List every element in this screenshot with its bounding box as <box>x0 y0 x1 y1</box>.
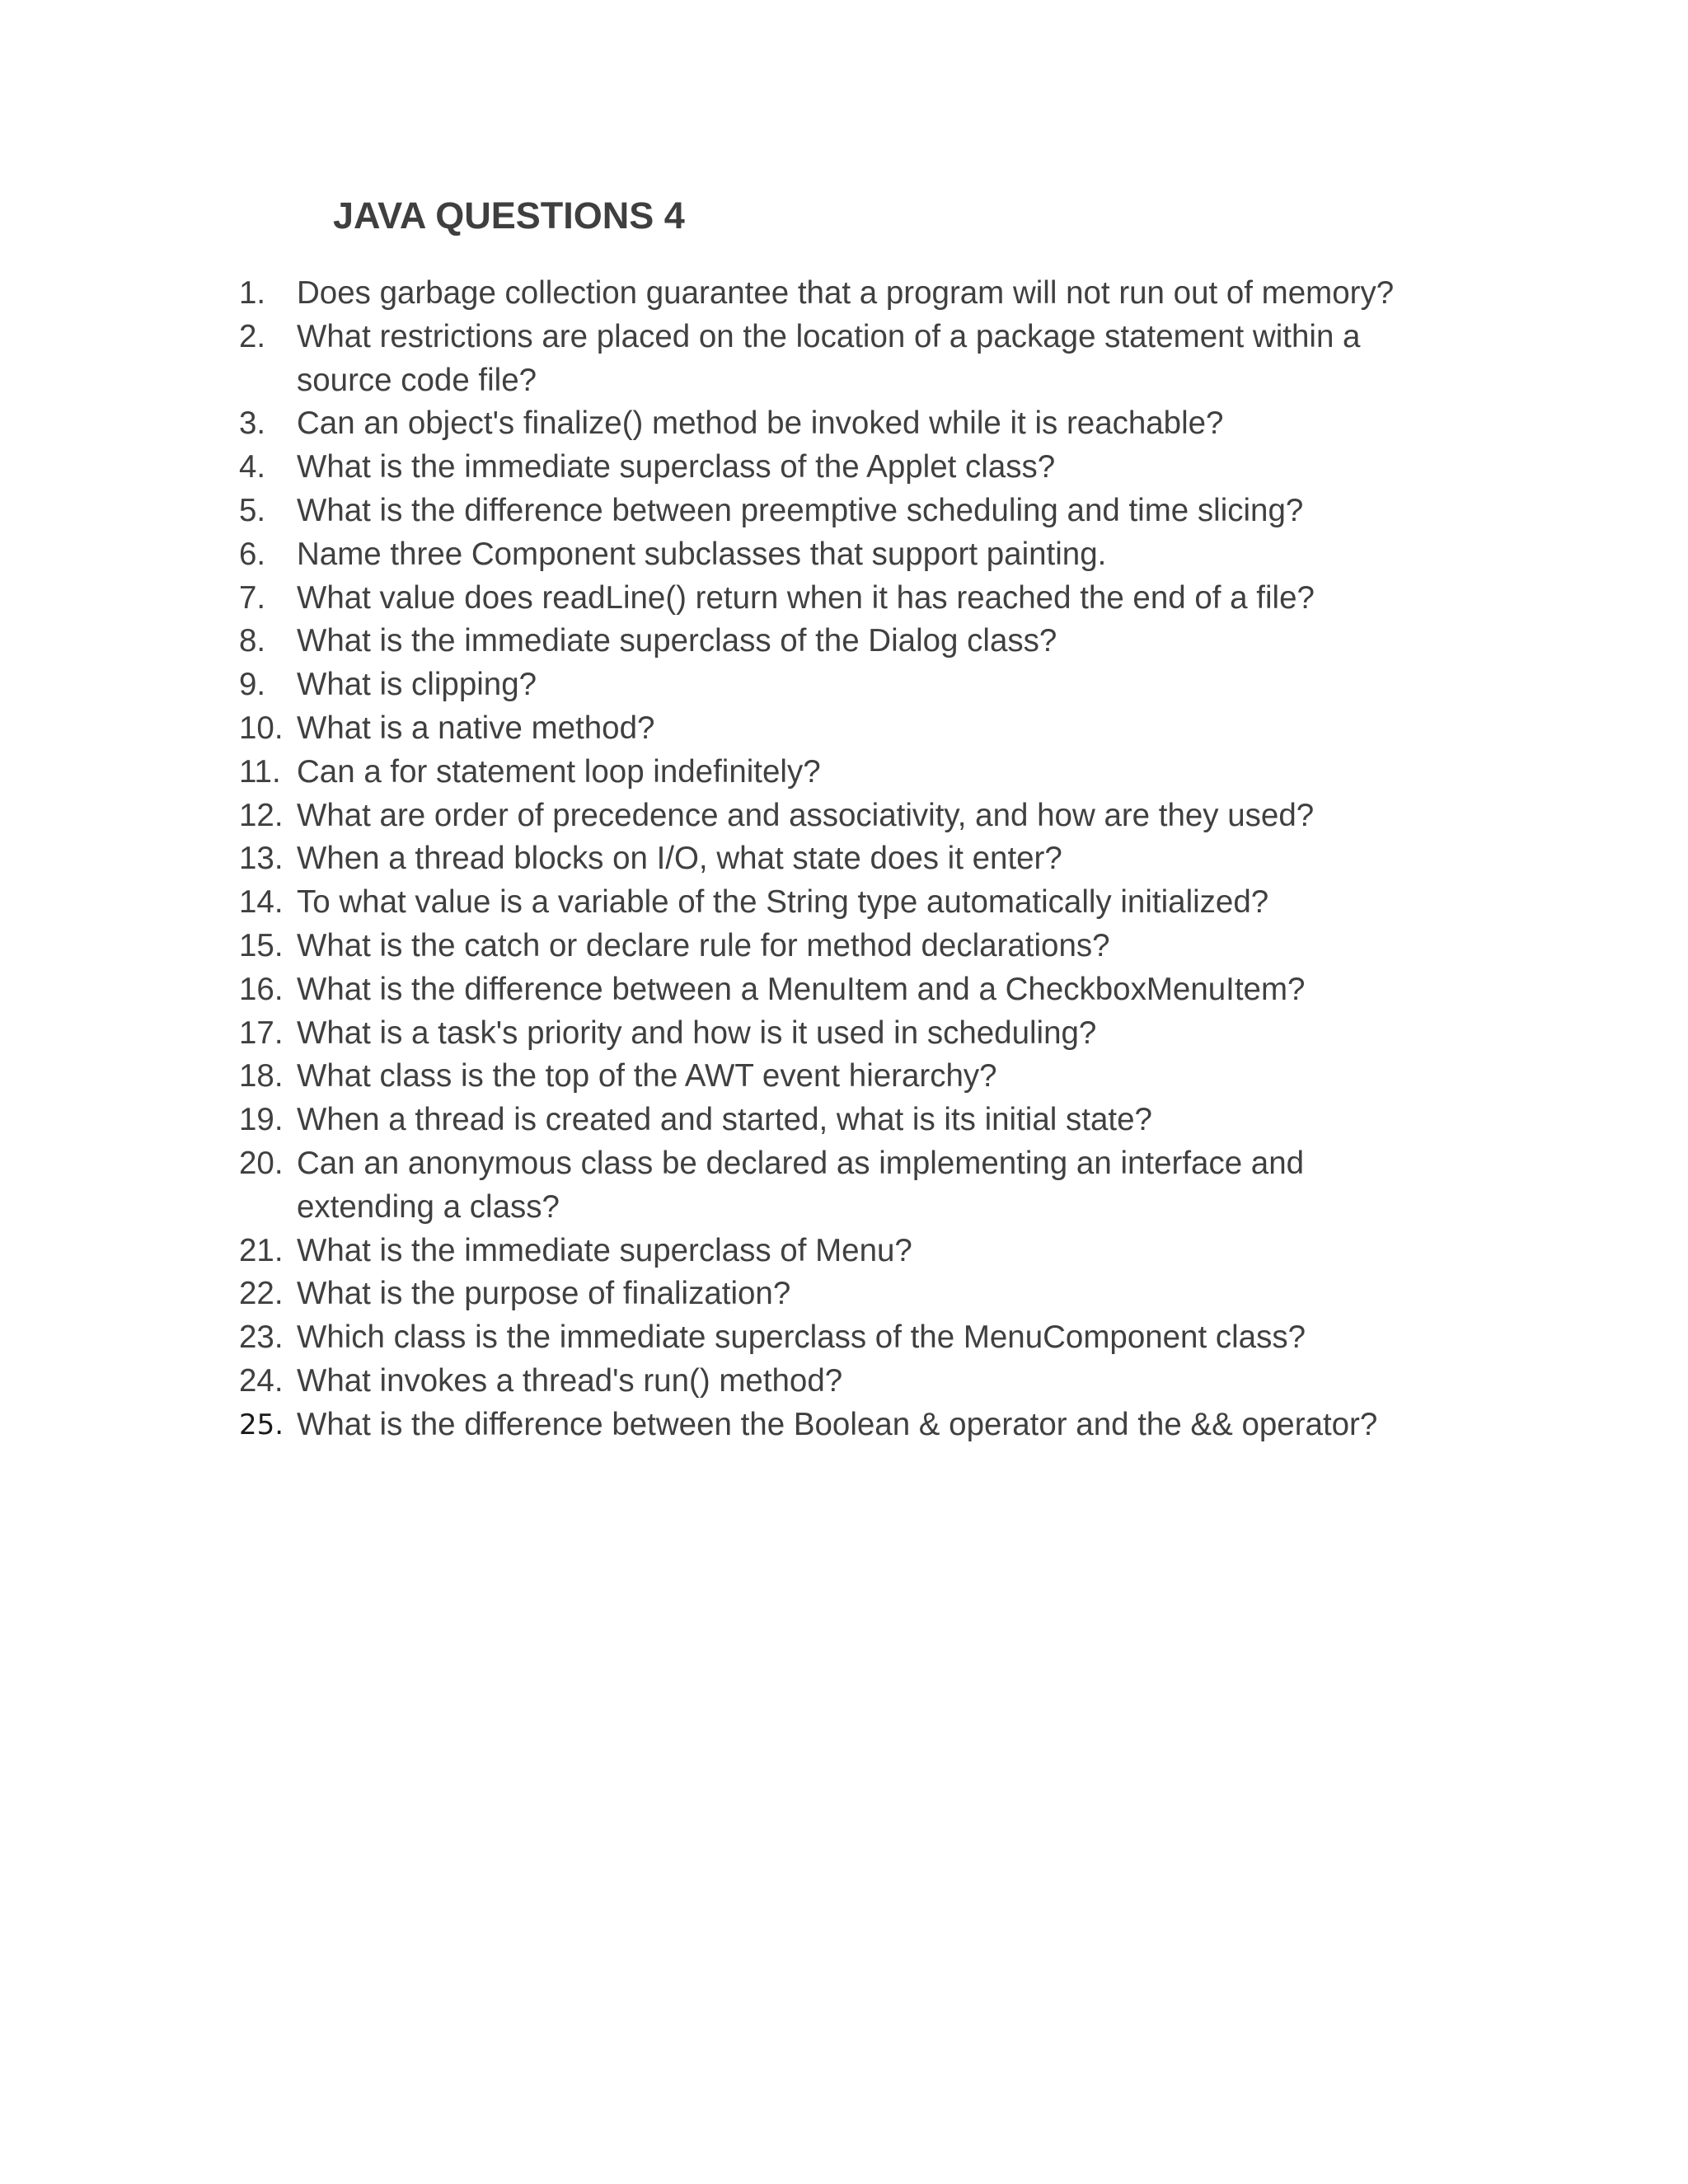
question-number: 19. <box>239 1102 284 1138</box>
question-text: What invokes a thread's run() method? <box>297 1362 843 1399</box>
question-item-21 <box>239 1230 1459 1273</box>
question-item-5 <box>239 490 1459 533</box>
question-item-10 <box>239 707 1459 751</box>
question-text: What is the difference between the Boolean & operator and the && operator? <box>297 1406 1378 1442</box>
question-item-13 <box>239 837 1459 881</box>
question-item-11 <box>239 751 1459 794</box>
question-text: What is clipping? <box>297 667 537 703</box>
question-item-17 <box>239 1012 1459 1056</box>
question-item-22 <box>239 1272 1459 1316</box>
question-number: 17. <box>239 1015 284 1051</box>
question-number: 6. <box>239 536 266 572</box>
question-item-14 <box>239 881 1459 925</box>
question-number: 3. <box>239 405 266 442</box>
question-number: 5. <box>239 492 266 528</box>
question-text: To what value is a variable of the String type automatically initialized? <box>297 884 1269 921</box>
question-text: What value does readLine() return when it has reached the end of a file? <box>297 579 1315 616</box>
question-text: What is a native method? <box>297 710 655 746</box>
question-number: 11. <box>239 753 281 790</box>
question-text: Which class is the immediate superclass of the MenuComponent class? <box>297 1319 1306 1356</box>
question-item-3 <box>239 402 1459 446</box>
question-item-6 <box>239 533 1459 577</box>
question-text: When a thread is created and started, what is its initial state? <box>297 1102 1152 1138</box>
question-number: 4. <box>239 449 266 485</box>
question-item-20 <box>239 1142 1459 1230</box>
question-number: 8. <box>239 623 266 659</box>
question-text: What restrictions are placed on the location of a package statement within a source code file? <box>297 318 1361 398</box>
question-item-8 <box>239 620 1459 663</box>
question-number: 10. <box>239 710 284 746</box>
question-item-19 <box>239 1099 1459 1142</box>
question-number: 9. <box>239 667 266 703</box>
question-text: Name three Component subclasses that support painting. <box>297 536 1107 572</box>
question-item-16 <box>239 968 1459 1012</box>
question-number: 12. <box>239 797 284 833</box>
question-number: 7. <box>239 579 266 616</box>
question-number: 22. <box>239 1276 284 1312</box>
question-number: 20. <box>239 1145 284 1181</box>
question-list <box>239 272 1459 1447</box>
question-number: 13. <box>239 841 284 877</box>
question-item-4 <box>239 446 1459 490</box>
question-text: Can a for statement loop indefinitely? <box>297 753 821 790</box>
question-number: 18. <box>239 1058 284 1094</box>
question-text: What is the immediate superclass of Menu? <box>297 1232 912 1268</box>
question-text: What is the purpose of finalization? <box>297 1276 791 1312</box>
question-number: 23. <box>239 1319 284 1356</box>
question-number: 14. <box>239 884 284 921</box>
question-text: What is the difference between a MenuItem and a CheckboxMenuItem? <box>297 971 1306 1007</box>
question-number: 24. <box>239 1362 284 1399</box>
question-number: 16. <box>239 971 284 1007</box>
question-item-25 <box>239 1404 1459 1447</box>
question-text: Can an object's finalize() method be invoked while it is reachable? <box>297 405 1224 442</box>
question-number: 15. <box>239 927 284 963</box>
question-text: What is the immediate superclass of the Applet class? <box>297 449 1056 485</box>
question-text: Can an anonymous class be declared as implementing an interface and extending a class? <box>297 1145 1305 1225</box>
question-text: What is the difference between preemptive scheduling and time slicing? <box>297 492 1304 528</box>
question-text: What is the catch or declare rule for method declarations? <box>297 927 1110 963</box>
question-text: What class is the top of the AWT event hierarchy? <box>297 1058 997 1094</box>
question-item-1 <box>239 272 1459 316</box>
question-item-9 <box>239 663 1459 707</box>
question-item-23 <box>239 1316 1459 1360</box>
question-text: Does garbage collection guarantee that a program will not run out of memory? <box>297 275 1395 311</box>
question-number: 2. <box>239 318 266 354</box>
question-text: What is the immediate superclass of the Dialog class? <box>297 623 1057 659</box>
question-item-15 <box>239 925 1459 968</box>
question-text: What are order of precedence and associativity, and how are they used? <box>297 797 1315 833</box>
question-number: 25. <box>239 1408 284 1441</box>
question-item-2 <box>239 316 1459 403</box>
question-text: When a thread blocks on I/O, what state does it enter? <box>297 841 1062 877</box>
document-title: JAVA QUESTIONS 4 <box>333 194 685 237</box>
question-item-24 <box>239 1360 1459 1404</box>
question-number: 21. <box>239 1232 284 1268</box>
question-item-7 <box>239 577 1459 621</box>
question-text: What is a task's priority and how is it used in scheduling? <box>297 1015 1097 1051</box>
question-number: 1. <box>239 275 266 311</box>
question-item-18 <box>239 1055 1459 1099</box>
question-item-12 <box>239 794 1459 838</box>
